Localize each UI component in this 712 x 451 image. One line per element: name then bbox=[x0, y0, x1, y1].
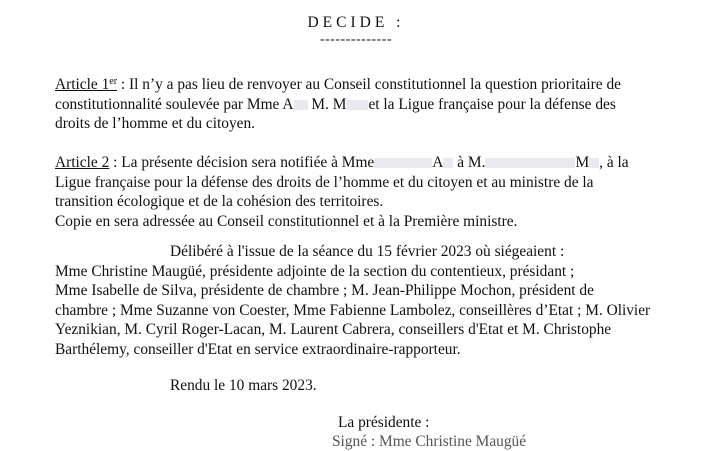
redacted-name bbox=[294, 100, 308, 110]
signature-title: La présidente : bbox=[338, 414, 430, 431]
redacted-name bbox=[589, 158, 599, 168]
redacted-name bbox=[346, 100, 368, 110]
rendu-date: Rendu le 10 mars 2023. bbox=[170, 377, 317, 394]
heading-separator: -------------- bbox=[319, 32, 393, 47]
article-2-label: Article 2 bbox=[55, 154, 110, 171]
redacted-name bbox=[485, 158, 575, 168]
signature-line: Signé : Mme Christine Maugüé bbox=[332, 433, 527, 450]
deliberation-paragraph: Délibéré à l'issue de la séance du 15 février 2023 où siégeaient : Mme Christine Maugüé, présidente adjointe de la section du contentieux, présidant ; Mme Isabelle de Silva, présidente de chambre ; M. Jean-Philippe Mochon, président de chambre ; Mme Suzanne von Coester, Mme Fabienne Lambolez, conseillères d’Etat ; M. Olivier Yeznikian, M. Cyril Roger-Lacan, M. Laurent Cabrera, conseillers d'Etat et M. Christophe Barthélemy, conseiller d'Etat en service extraordinaire-rapporteur. bbox=[55, 243, 651, 358]
article-2: Article 2 : La présente décision sera notifiée à Mme A à M. M , à la Ligue française pour la défense des droits de l’homme et du citoyen et au ministre de la transition écologique et de la cohésion des territoires. Copie en sera adressée au Conseil constitutionnel et à la Première ministre. bbox=[55, 154, 629, 230]
decide-heading: DECIDE : bbox=[307, 14, 405, 31]
article-1: Article 1er : Il n’y a pas lieu de renvoyer au Conseil constitutionnel la question prioritaire de constitutionnalité soulevée par Mme A M. M et la Ligue française pour la défense des droits de l’homme et du citoyen. bbox=[55, 76, 621, 132]
redacted-name bbox=[443, 158, 453, 168]
redacted-name bbox=[374, 158, 432, 168]
article-1-label: Article 1er bbox=[55, 76, 118, 93]
